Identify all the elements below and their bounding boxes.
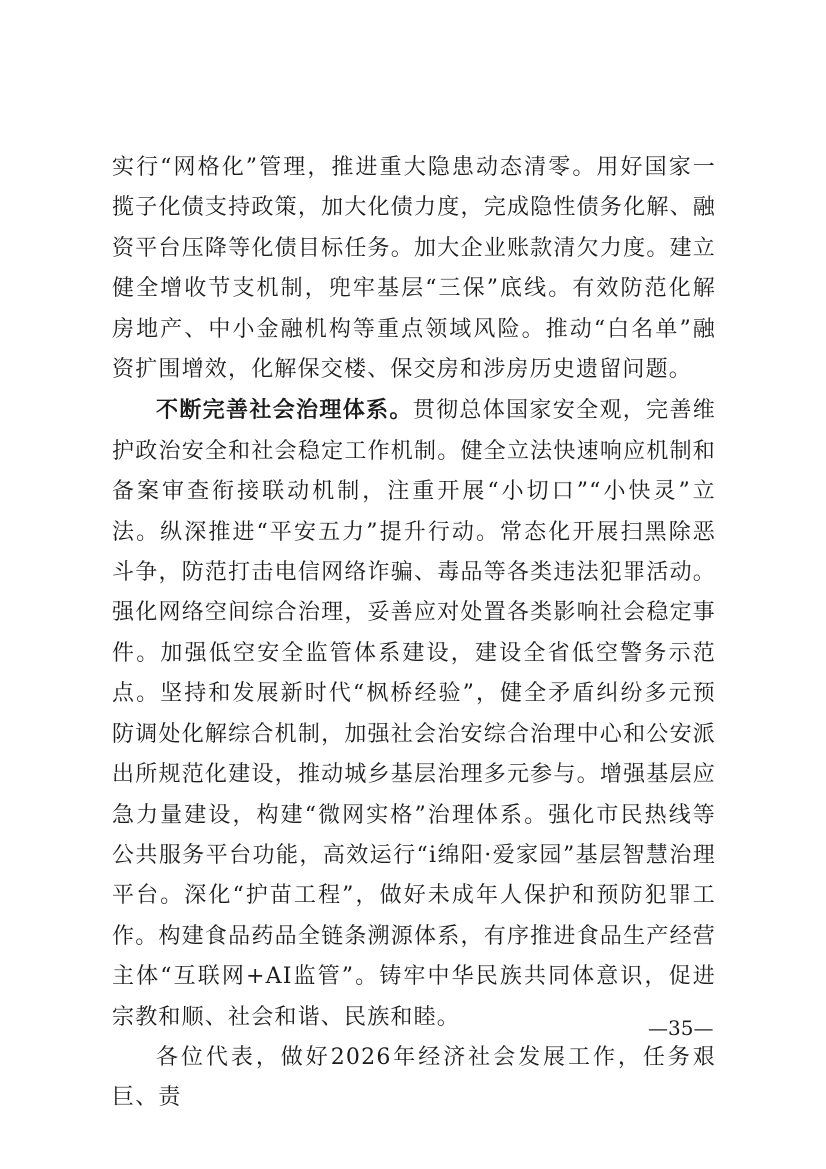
paragraph-closing: 各位代表，做好2026年经济社会发展工作，任务艰巨、责 [112,1044,716,1111]
paragraph-continuation: 实行“网格化”管理，推进重大隐患动态清零。用好国家一揽子化债支持政策，加大化债力度，完成隐性债务化解、融资平台压降等化债目标任务。加大企业账款清欠力度。建立健全增收节支机制，兜牢基层“三保”底线。有效防范化解房地产、中小金融机构等重点领域风险。推动“白名单”融资扩围增效，化解保交楼、保交房和涉房历史遗留问题。 [112,155,716,383]
paragraph-body: 贯彻总体国家安全观，完善维护政治安全和社会稳定工作机制。健全立法快速响应机制和备案审查衔接联动机制，注重开展“小切口”“小快灵”立法。纵深推进“平安五力”提升行动。常态化开展扫黑除恶斗争，防范打击电信网络诈骗、毒品等各类违法犯罪活动。强化网络空间综合治理，妥善应对处置各类影响社会稳定事件。加强低空安全监管体系建设，建设全省低空警务示范点。坚持和发展新时代“枫桥经验”，健全矛盾纠纷多元预防调处化解综合机制，加强社会治安综合治理中心和公安派出所规范化建设，推动城乡基层治理多元参与。增强基层应急力量建设，构建“微网实格”治理体系。强化市民热线等公共服务平台功能，高效运行“i绵阳·爱家园”基层智慧治理平台。深化“护苗工程”，做好未成年人保护和预防犯罪工作。构建食品药品全链条溯源体系，有序推进食品生产经营主体“互联网+AI监管”。铸牢中华民族共同体意识，促进宗教和顺、社会和谐、民族和睦。 [112,398,716,1030]
paragraph-social-governance [112,390,716,1038]
paragraph-heading: 不断完善社会治理体系。 [156,397,413,424]
body-text [112,148,716,1119]
page-number: —35— [648,1016,714,1040]
